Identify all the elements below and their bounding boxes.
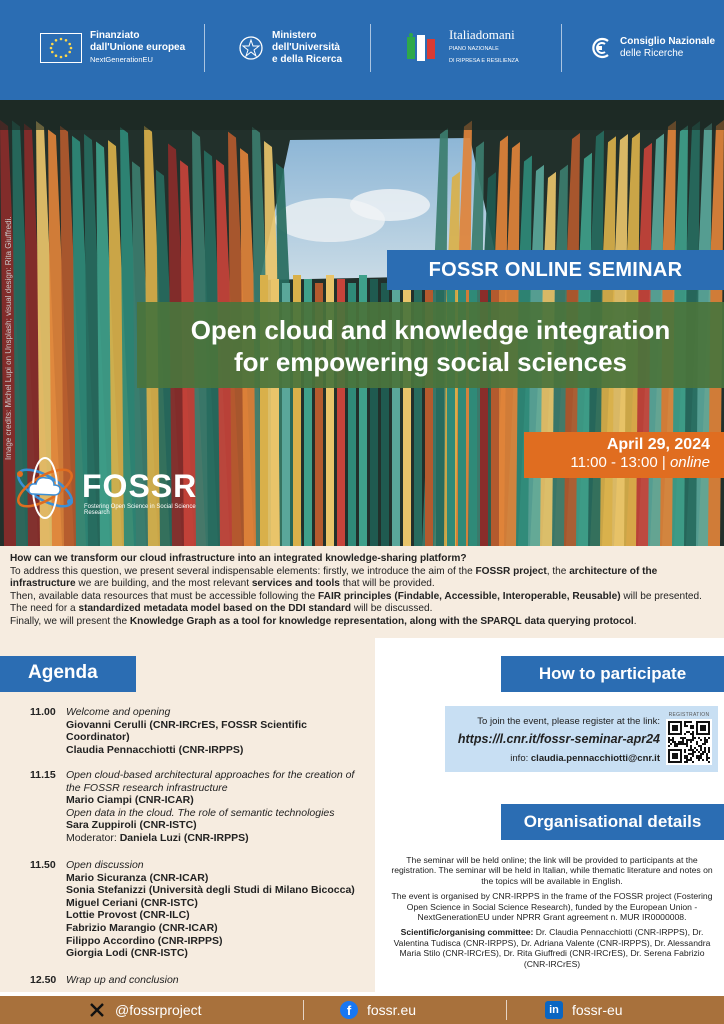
- org-committee: Scientific/organising committee: Dr. Claudia Pennacchiotti (CNR-IRPPS), Dr. Valentina Tudisca (CNR-IRPPS), Dr. Adriana Valente (CNR-IRPPS), Dr. Alessandra Maria Stilo (CNR-IRCrES), Dr. Rita Giuffredi (CNR-IRCrES), Dr. Serena Fabrizio (CNR-IRCrES): [393, 927, 711, 969]
- eu-line2: dall'Unione europea: [90, 42, 186, 53]
- participate-heading: How to participate: [501, 656, 724, 692]
- date-box: [524, 432, 724, 478]
- fossr-atom-cloud-icon: [10, 454, 80, 522]
- intro-paragraph-3: Finally, we will present the Knowledge Graph as a tool for knowledge representation, along with the SPARQL data querying protocol.: [10, 615, 637, 627]
- speaker: Claudia Pennacchiotti (CNR-IRPPS): [66, 743, 244, 756]
- agenda-title: Open cloud-based architectural approaches for the creation of the FOSSR research infrastructure: [66, 769, 355, 794]
- registration-qr-code[interactable]: [666, 712, 712, 766]
- linkedin-icon: in: [545, 1001, 563, 1019]
- eu-flag-icon: [40, 33, 82, 63]
- agenda-time: 11.15: [30, 769, 56, 781]
- register-instruction: To join the event, please register at the link:: [477, 716, 660, 727]
- facebook-handle: fossr.eu: [367, 1002, 417, 1018]
- eu-line3: NextGenerationEU: [90, 55, 153, 64]
- agenda-time: 12.50: [30, 974, 57, 986]
- facebook-icon: f: [340, 1001, 358, 1019]
- cnr-line2: delle Ricerche: [620, 48, 684, 59]
- speaker: Miguel Ceriani (CNR-ISTC): [66, 896, 198, 909]
- header-bar: [0, 0, 724, 100]
- info-email-link[interactable]: claudia.pennacchiotti@cnr.it: [530, 753, 660, 764]
- org-paragraph: The event is organised by CNR-IRPPS in the frame of the FOSSR project (Fostering Open Science in Social Science Research), funded by the European Union - NextGenerationEU under NPRR Grant agreement n. MUR IR0000008.: [391, 891, 713, 923]
- footer-divider: [506, 1000, 507, 1020]
- italiadomani-sub2: DI RIPRESA E RESILIENZA: [449, 58, 519, 64]
- speaker: Fabrizio Marangio (CNR-ICAR): [66, 921, 218, 934]
- x-social-link[interactable]: [88, 1000, 202, 1020]
- fossr-logo: [10, 454, 200, 522]
- agenda-time: 11.00: [30, 706, 56, 718]
- agenda-time: 11.50: [30, 859, 56, 871]
- speaker: Filippo Accordino (CNR-IRPPS): [66, 934, 223, 947]
- header-divider: [561, 24, 562, 72]
- agenda-title: Wrap up and conclusion: [66, 974, 179, 986]
- cnr-logo-icon: [588, 35, 612, 61]
- mur-line1: Ministero: [272, 30, 317, 41]
- event-mode: online: [669, 454, 710, 471]
- title-line1: Open cloud and knowledge integration: [190, 315, 671, 345]
- italiadomani-name: Italiadomani: [449, 27, 515, 42]
- cnr-logo-block: [588, 22, 715, 74]
- speaker: Giovanni Cerulli (CNR-IRCrES, FOSSR Scientific Coordinator): [66, 718, 307, 744]
- eu-line1: Finanziato: [90, 30, 140, 41]
- organisation-details: [390, 855, 714, 974]
- qr-code-icon: [666, 719, 712, 765]
- italiadomani-logo-block: [405, 22, 519, 74]
- intro-paragraph-1: To address this question, we present several indispensable elements: firstly, we introduce the aim of the FOSSR project, the architecture of the infrastructure we are building, and the most relevant services and tools that will be provided.: [10, 565, 658, 589]
- fossr-wordmark: FOSSR: [82, 468, 198, 504]
- intro-question: How can we transform our cloud infrastructure into an integrated knowledge-sharing platform?: [10, 553, 467, 564]
- event-title: [137, 302, 724, 388]
- mur-line3: e della Ricerca: [272, 54, 343, 65]
- organisation-heading: Organisational details: [501, 804, 724, 840]
- agenda-heading: Agenda: [0, 656, 136, 692]
- footer-divider: [303, 1000, 304, 1020]
- event-time: 11:00 - 13:00 |: [570, 454, 666, 471]
- speaker: Mario Sicuranza (CNR-ICAR): [66, 871, 209, 884]
- linkedin-link[interactable]: [545, 1000, 623, 1020]
- title-line2: for empowering social sciences: [233, 347, 628, 377]
- cnr-line1: Consiglio Nazionale: [620, 36, 716, 47]
- speaker: Sonia Stefanizzi (Università degli Studi di Milano Bicocca): [66, 884, 355, 897]
- speaker: Mario Ciampi (CNR-ICAR): [66, 794, 194, 807]
- header-divider: [204, 24, 205, 72]
- speaker: Lottie Provost (CNR-ILC): [66, 909, 190, 922]
- qr-label: REGISTRATION: [668, 712, 710, 718]
- mur-logo-block: [238, 22, 342, 74]
- mur-line2: dell'Università: [272, 42, 340, 53]
- moderator-label: Moderator:: [66, 831, 120, 844]
- footer-bar: [0, 996, 724, 1024]
- intro-paragraph-2: Then, available data resources that must be accessible following the FAIR principles (Findable, Accessible, Interoperable, Reusable) will be presented. The need for a standardized metadata model based on the DDI standard will be discussed.: [10, 590, 702, 614]
- italiadomani-sub1: PIANO NAZIONALE: [449, 46, 499, 52]
- agenda-title: Open discussion: [66, 859, 144, 871]
- facebook-link[interactable]: [340, 1000, 416, 1020]
- event-date: April 29, 2024: [606, 436, 710, 453]
- linkedin-handle: fossr-eu: [572, 1002, 623, 1018]
- info-label: info:: [510, 753, 531, 764]
- eu-logo-block: [40, 22, 185, 74]
- speaker: Sara Zuppiroli (CNR-ISTC): [66, 819, 197, 832]
- agenda-title: Welcome and opening: [66, 706, 171, 718]
- seminar-tag: FOSSR ONLINE SEMINAR: [387, 250, 724, 290]
- moderator: Daniela Luzi (CNR-IRPPS): [119, 831, 249, 844]
- org-paragraph: The seminar will be held online; the link will be provided to participants at the registration. The seminar will be held in Italian, while thematic literature and notes on the topics will be available in English.: [391, 855, 713, 886]
- italiadomani-icon: [405, 31, 441, 65]
- intro-text: [0, 546, 724, 638]
- x-logo-icon: [88, 1001, 106, 1019]
- agenda-title: Open data in the cloud. The role of semantic technologies: [66, 806, 335, 819]
- header-divider: [370, 24, 371, 72]
- x-handle: @fossrproject: [115, 1002, 202, 1018]
- registration-link[interactable]: https://l.cnr.it/fossr-seminar-apr24: [457, 732, 660, 746]
- speaker: Giorgia Lodi (CNR-ISTC): [66, 947, 188, 960]
- fossr-tagline: Fostering Open Science in Social Science Research: [84, 504, 196, 516]
- italian-emblem-icon: [238, 34, 264, 62]
